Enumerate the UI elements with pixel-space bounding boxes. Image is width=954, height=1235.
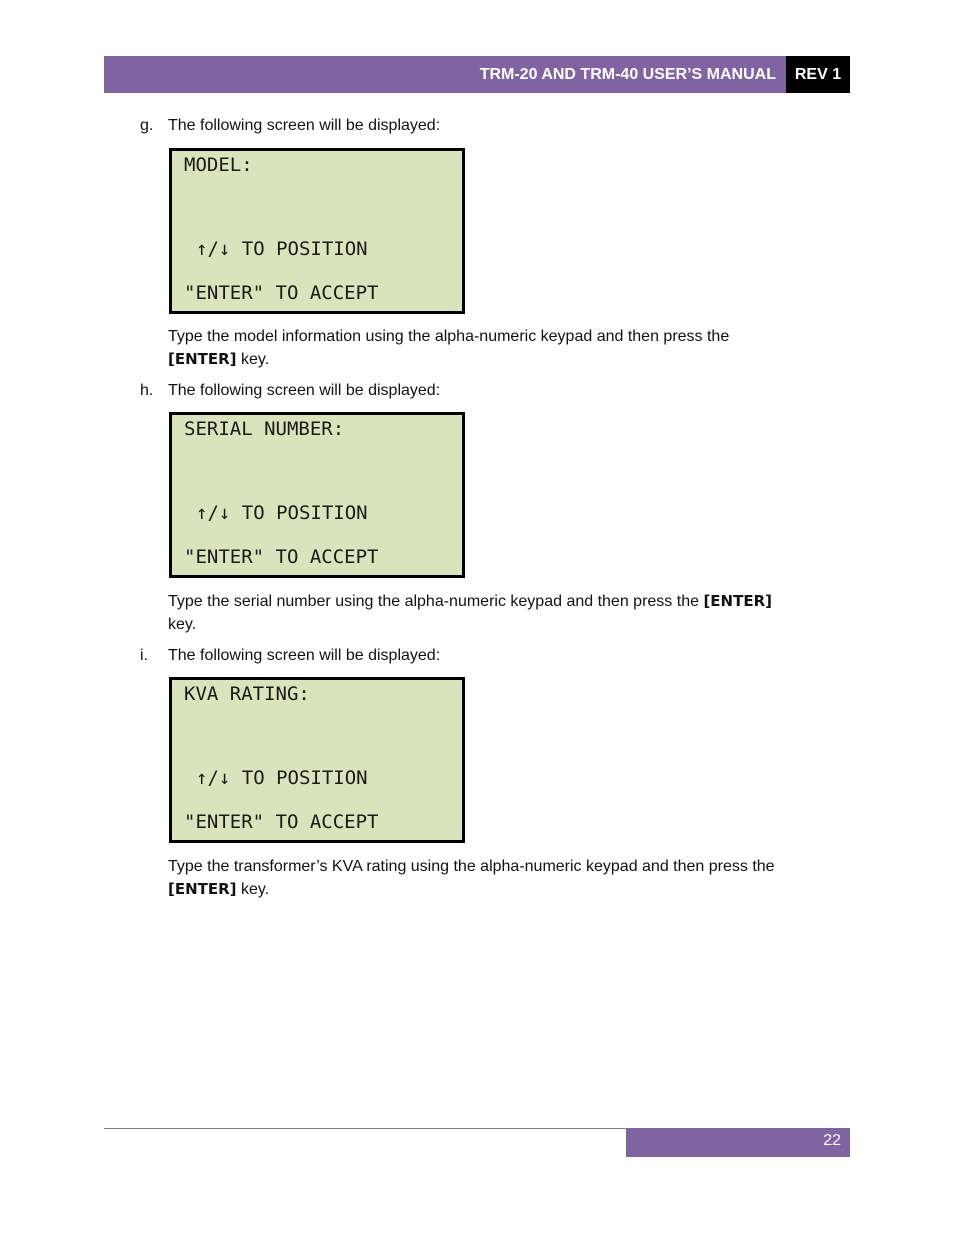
- enter-key-label: [ENTER]: [703, 592, 772, 610]
- lcd-line-prompt: MODEL:: [184, 154, 253, 176]
- step-intro-i: The following screen will be displayed:: [168, 647, 441, 664]
- header-bar: [104, 56, 786, 93]
- lcd-screen-kva-rating: [169, 677, 465, 843]
- lcd-line-accept-hint: "ENTER" TO ACCEPT: [184, 546, 379, 568]
- lcd-line-position-hint: ↑/↓ TO POSITION: [196, 502, 368, 524]
- enter-key-label: [ENTER]: [168, 350, 237, 368]
- revision-badge: REV 1: [786, 56, 850, 93]
- step-intro-g: The following screen will be displayed:: [168, 117, 441, 134]
- step-label-g: g.: [140, 117, 154, 134]
- lcd-line-accept-hint: "ENTER" TO ACCEPT: [184, 282, 379, 304]
- instruction-tail: key.: [236, 351, 270, 368]
- instruction-text: Type the model information using the alpha-numeric keypad and then press the: [168, 328, 730, 345]
- instruction-tail: key.: [168, 616, 197, 633]
- manual-title: TRM-20 AND TRM-40 USER’S MANUAL: [479, 66, 776, 83]
- instruction-text: Type the serial number using the alpha-numeric keypad and then press the: [168, 593, 704, 610]
- lcd-screen-serial-number: [169, 412, 465, 578]
- instruction-tail: key.: [236, 881, 270, 898]
- step-instruction-h: [168, 590, 828, 636]
- lcd-line-position-hint: ↑/↓ TO POSITION: [196, 238, 368, 260]
- lcd-line-prompt: KVA RATING:: [184, 683, 310, 705]
- enter-key-label: [ENTER]: [168, 880, 237, 898]
- step-label-h: h.: [140, 382, 154, 399]
- lcd-line-accept-hint: "ENTER" TO ACCEPT: [184, 811, 379, 833]
- footer-divider: [104, 1128, 626, 1129]
- step-instruction-g: [168, 325, 828, 371]
- footer-page-box: [626, 1128, 850, 1157]
- step-label-i: i.: [140, 647, 148, 664]
- lcd-line-position-hint: ↑/↓ TO POSITION: [196, 767, 368, 789]
- instruction-text: Type the transformer’s KVA rating using the alpha-numeric keypad and then press the: [168, 858, 775, 875]
- step-intro-h: The following screen will be displayed:: [168, 382, 441, 399]
- lcd-line-prompt: SERIAL NUMBER:: [184, 418, 345, 440]
- page-number: 22: [823, 1132, 841, 1149]
- lcd-screen-model: [169, 148, 465, 314]
- step-instruction-i: [168, 855, 828, 901]
